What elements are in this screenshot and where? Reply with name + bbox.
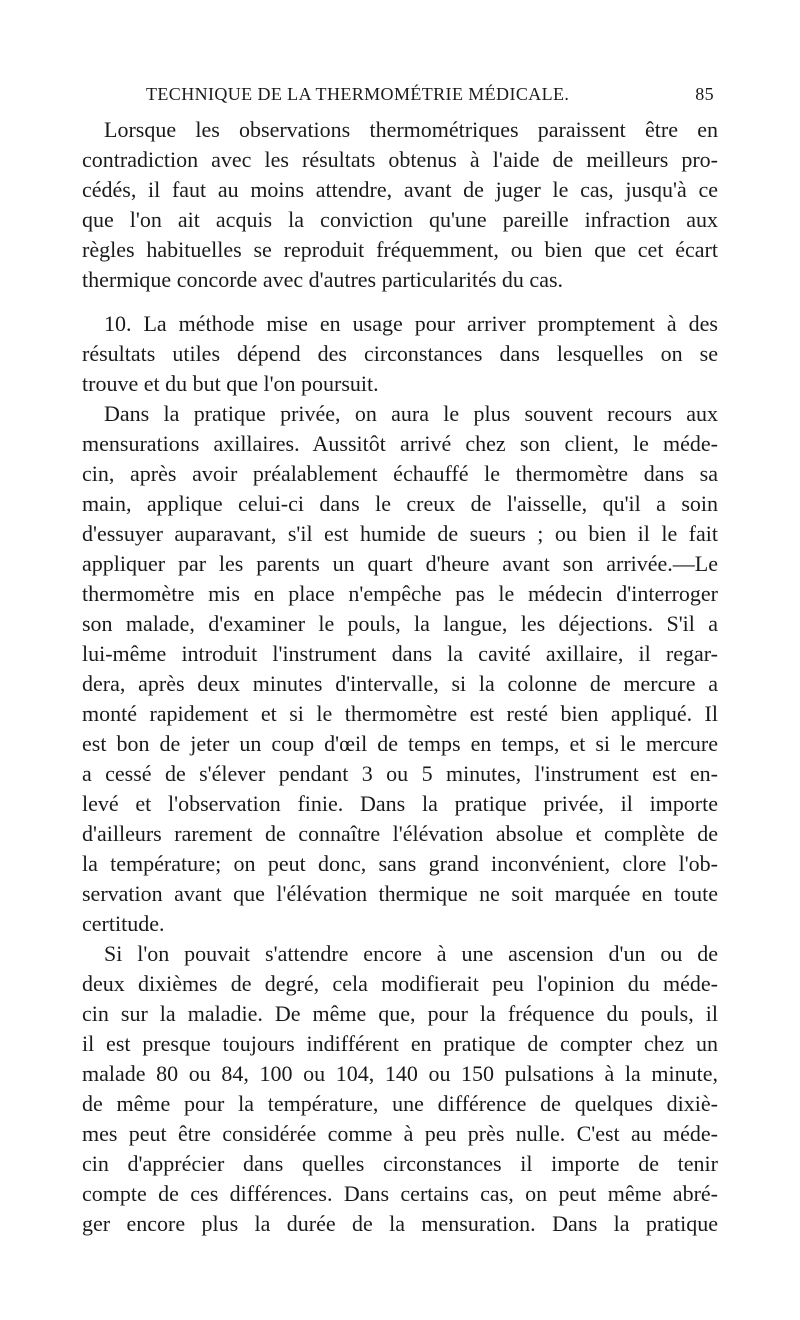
text-line: compte de ces différences. Dans certains cas, on peut même abré- xyxy=(82,1181,718,1206)
text-line: Dans la pratique privée, on aura le plus souvent recours aux xyxy=(104,401,718,426)
text-line: contradiction avec les résultats obtenus à l'aide de meilleurs pro- xyxy=(82,147,718,172)
text-line: thermique concorde avec d'autres particularités du cas. xyxy=(82,267,564,292)
text-line: trouve et du but que l'on poursuit. xyxy=(82,371,379,396)
text-line: son malade, d'examiner le pouls, la langue, les déjections. S'il a xyxy=(82,611,718,636)
paragraph xyxy=(82,115,718,295)
text-line: servation avant que l'élévation thermique ne soit marquée en toute xyxy=(82,881,718,906)
page-number: 85 xyxy=(695,84,714,104)
text-line: malade 80 ou 84, 100 ou 104, 140 ou 150 pulsations à la minute, xyxy=(82,1061,718,1086)
body-text xyxy=(82,115,718,1239)
text-line: main, applique celui-ci dans le creux de l'aisselle, qu'il a soin xyxy=(82,491,718,516)
text-line: appliquer par les parents un quart d'heure avant son arrivée.—Le xyxy=(82,551,718,576)
text-line: d'essuyer auparavant, s'il est humide de sueurs ; ou bien il le fait xyxy=(82,521,718,546)
text-line: ger encore plus la durée de la mensuration. Dans la pratique xyxy=(82,1211,718,1236)
text-line: mensurations axillaires. Aussitôt arrivé chez son client, le méde- xyxy=(82,431,718,456)
paragraph xyxy=(82,399,718,939)
paragraph xyxy=(82,309,718,399)
text-line: certitude. xyxy=(82,911,165,936)
text-line: 10. La méthode mise en usage pour arriver promptement à des xyxy=(104,311,718,336)
text-line: dera, après deux minutes d'intervalle, si la colonne de mercure a xyxy=(82,671,718,696)
text-line: la température; on peut donc, sans grand inconvénient, clore l'ob- xyxy=(82,851,718,876)
text-line: deux dixièmes de degré, cela modifierait peu l'opinion du méde- xyxy=(82,971,718,996)
text-line: mes peut être considérée comme à peu près nulle. C'est au méde- xyxy=(82,1121,718,1146)
text-line: cédés, il faut au moins attendre, avant de juger le cas, jusqu'à ce xyxy=(82,177,718,202)
text-line: résultats utiles dépend des circonstances dans lesquelles on se xyxy=(82,341,718,366)
running-title: TECHNIQUE DE LA THERMOMÉTRIE MÉDICALE. xyxy=(146,84,570,104)
text-line: d'ailleurs rarement de connaître l'élévation absolue et complète de xyxy=(82,821,718,846)
text-line: lui-même introduit l'instrument dans la cavité axillaire, il regar- xyxy=(82,641,718,666)
text-line: règles habituelles se reproduit fréquemment, ou bien que cet écart xyxy=(82,237,718,262)
page-header xyxy=(146,84,714,106)
text-line: cin sur la maladie. De même que, pour la fréquence du pouls, il xyxy=(82,1001,718,1026)
text-line: cin, après avoir préalablement échauffé le thermomètre dans sa xyxy=(82,461,718,486)
text-line: cin d'apprécier dans quelles circonstances il importe de tenir xyxy=(82,1151,718,1176)
text-line: de même pour la température, une différence de quelques dixiè- xyxy=(82,1091,718,1116)
paragraph xyxy=(82,939,718,1239)
text-line: thermomètre mis en place n'empêche pas le médecin d'interroger xyxy=(82,581,718,606)
text-line: est bon de jeter un coup d'œil de temps en temps, et si le mercure xyxy=(82,731,718,756)
text-line: levé et l'observation finie. Dans la pratique privée, il importe xyxy=(82,791,718,816)
paragraph-gap xyxy=(82,295,718,309)
text-line: il est presque toujours indifférent en pratique de compter chez un xyxy=(82,1031,718,1056)
text-line: Si l'on pouvait s'attendre encore à une ascension d'un ou de xyxy=(104,941,718,966)
text-line: a cessé de s'élever pendant 3 ou 5 minutes, l'instrument est en- xyxy=(82,761,718,786)
text-line: Lorsque les observations thermométriques paraissent être en xyxy=(104,117,718,142)
text-line: monté rapidement et si le thermomètre est resté bien appliqué. Il xyxy=(82,701,718,726)
text-line: que l'on ait acquis la conviction qu'une pareille infraction aux xyxy=(82,207,718,232)
